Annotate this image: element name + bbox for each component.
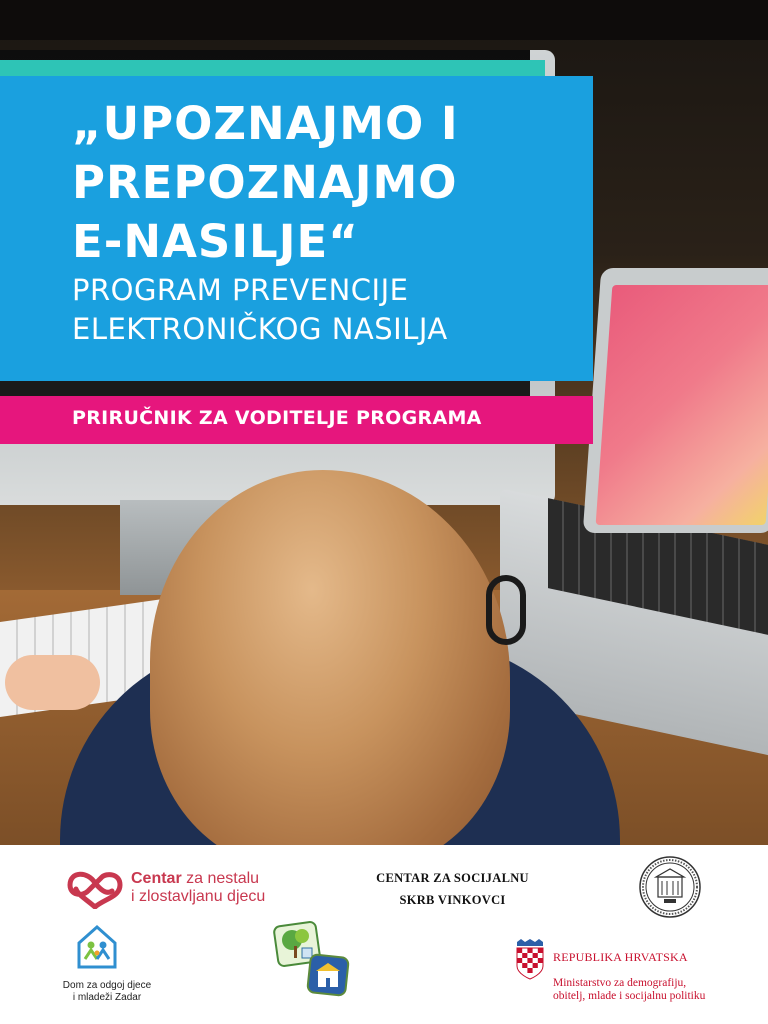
logo-czss-vinkovci: [360, 867, 545, 911]
partner-logos: [0, 845, 768, 1024]
photo-laptop-screen: [596, 285, 768, 525]
croatian-coat-of-arms-icon: [515, 938, 545, 980]
title-accent-strip: [0, 60, 545, 76]
ministry-logo-text: [553, 938, 705, 1016]
house-family-icon: [75, 923, 119, 971]
title-box: [0, 76, 593, 381]
ministry-head: REPUBLIKA HRVATSKA: [553, 950, 688, 964]
ministry-body: Ministarstvo za demografiju, obitelj, mlade i socijalnu politiku: [553, 977, 706, 1002]
logo-ministry: [515, 938, 735, 1002]
centar-logo-text: [131, 870, 265, 906]
cover-banner: PRIRUČNIK ZA VODITELJE PROGRAMA: [0, 396, 593, 444]
photo-child-hair: [150, 470, 510, 845]
logo-dom-zadar: [22, 923, 172, 1003]
cover-subtitle: PROGRAM PREVENCIJE ELEKTRONIČKOG NASILJA: [72, 273, 448, 346]
photo-dark-top: [0, 0, 768, 40]
dom-logo-text: Dom za odgoj djece i mladeži Zadar: [62, 980, 152, 1003]
university-seal-icon: [638, 855, 702, 919]
centar-name-bold: Centar: [131, 870, 182, 887]
photo-glasses: [486, 575, 526, 645]
heart-infinity-icon: [66, 869, 124, 909]
centar-line2: i zlostavljanu djecu: [131, 888, 266, 905]
logo-centar-nestala-djeca: [66, 867, 286, 917]
czss-line1: CENTAR ZA SOCIJALNU: [376, 871, 529, 885]
cover-title: „UPOZNAJMO I PREPOZNAJMO E-NASILJE“: [72, 97, 459, 268]
centar-name-rest: za nestalu: [181, 870, 260, 887]
czss-line2: SKRB VINKOVCI: [399, 893, 506, 907]
photo-child-hand: [5, 655, 100, 710]
school-emblem-logo: [306, 953, 350, 997]
